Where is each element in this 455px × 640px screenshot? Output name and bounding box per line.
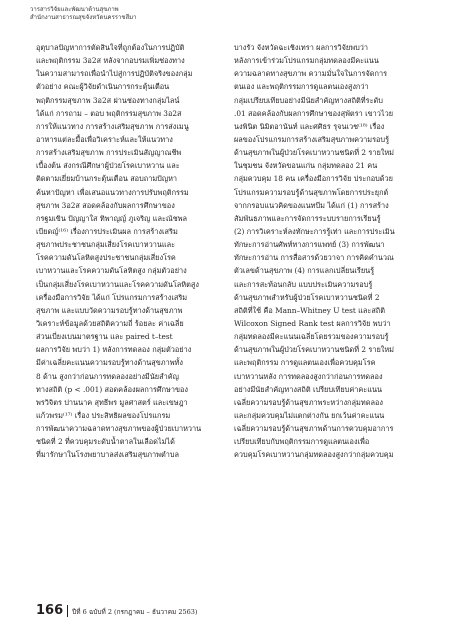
footer-divider bbox=[67, 605, 68, 617]
text-line: ด้านสุขภาพในผู้ป่วยโรคเบาหวานชนิดที่ 2 รายใหม่ bbox=[234, 148, 395, 158]
text-line: ผลของโปรแกรมการสร้างเสริมสุขภาพความรอบรู้ bbox=[234, 134, 390, 144]
issue-info: ปีที่ 6 ฉบับที่ 2 (กรกฎาคม – ธันวาคม 2563) bbox=[72, 608, 198, 616]
text-line: หลังการเข้าร่วมโปรแกรมกลุ่มทดลองมีคะแนน bbox=[234, 56, 379, 66]
text-line: อาหารแต่ละมื้อเพื่อวิเคราะห์และให้แนวทาง bbox=[36, 134, 173, 144]
text-line: ค้นหาปัญหา เพื่อเสนอแนวทางการปรับพฤติกรรม bbox=[36, 187, 189, 197]
text-line: อุตุบาลปัญหาการตัดสินใจที่ถูกต้องในการปฏิบัติ bbox=[36, 43, 185, 52]
text-line: เบาหวานหลัง การทดลองสูงกว่าก่อนการทดลอง bbox=[234, 371, 383, 381]
text-line: สุขภาพประชาชนกลุ่มเสี่ยงโรคเบาหวานและ bbox=[36, 240, 176, 250]
text-line: Wilcoxon Signed Rank test ผลการวิจัย พบว่า bbox=[234, 318, 391, 328]
text-line: การให้แนวทาง การสร้างเสริมสุขภาพ การส่งเมนู bbox=[36, 121, 189, 131]
text-line: สุขภาพ และแบบวัดความรอบรู้ทางด้านสุขภาพ bbox=[36, 305, 183, 315]
text-line: และการสะท้อนกลับ แบบประเมินความรอบรู้ bbox=[234, 279, 373, 289]
page-footer bbox=[36, 603, 197, 618]
text-line: บางรัว จังหวัดฉะเชิงเทรา ผลการวิจัยพบว่า bbox=[234, 43, 368, 52]
text-line: ควบคุมโรคเบาหวานกลุ่มทดลองสูงกว่ากลุ่มควบคุม bbox=[234, 450, 394, 460]
text-line: แก้วพรม⁽¹⁷⁾ เรื่อง ประสิทธิผลของโปรแกรม bbox=[36, 410, 171, 420]
text-line: นงพินิต นิมิตอานันท์ และศศิธร รุจนเวช⁽¹⁸⁾ เรื่อง bbox=[234, 121, 385, 131]
running-head bbox=[30, 6, 136, 22]
text-line: ที่มารักษาในโรงพยาบาลส่งเสริมสุขภาพตำบล bbox=[36, 450, 180, 460]
text-line: ตัวเลขด้านสุขภาพ (4) การแลกเปลี่ยนเรียนรู้ bbox=[234, 266, 375, 276]
text-line: ทักษะการอ่านศัพท์ทางการแพทย์ (3) การพัฒนา bbox=[234, 240, 385, 250]
text-line: ทางสถิติ (p < .001) สอดคล้องผลการศึกษาของ bbox=[36, 384, 188, 394]
text-line: ด้านสุขภาพในผู้ป่วยโรคเบาหวานชนิดที่ 2 รายใหม่ bbox=[234, 345, 395, 355]
text-line: ในชุมชน จังหวัดขอนแก่น กลุ่มทดลอง 21 คน bbox=[234, 161, 378, 171]
text-line: วิเคราะห์ข้อมูลด้วยสถิติความถี่ ร้อยละ ค่าเฉลี่ย bbox=[36, 318, 184, 328]
text-line: เฉลี่ยความรอบรู้ด้านสุขภาพด้านการควบคุมอาการ bbox=[234, 424, 394, 434]
text-line: ส่วนเบี่ยงเบนมาตรฐาน และ paired t–test bbox=[36, 332, 173, 342]
text-line: 8 ด้าน สูงกว่าก่อนการทดลองอย่างมีนัยสำคัญ bbox=[36, 371, 179, 381]
text-line: จากกรอบแนวคิดของแนทบีม ได้แก่ (1) การสร้าง bbox=[234, 200, 389, 210]
text-line: และพฤติกรรม 3อ2ส หลังจากอบรมเพิ่มช่องทาง bbox=[36, 56, 185, 66]
text-line: มีค่าเฉลี่ยคะแนนความรอบรู้ทางด้านสุขภาพทั้ง bbox=[36, 358, 183, 368]
text-line: เบาหวานและโรคความดันโลหิตสูง กลุ่มตัวอย่าง bbox=[36, 266, 187, 276]
text-line: เป็นกลุ่มเสี่ยงโรคเบาหวานและโรคความดันโลหิตสูง bbox=[36, 279, 199, 289]
text-line: สุขภาพ 3อ2ส สอดคล้องกับผลการศึกษาของ bbox=[36, 200, 175, 210]
text-line: โปรแกรมความรอบรู้ด้านสุขภาพโดยการประยุกต์ bbox=[234, 187, 389, 197]
text-line: พฤติกรรมสุขภาพ 3อ2ส ผ่านช่องทางกลุ่มไลน์ bbox=[36, 95, 180, 105]
text-line: ความฉลาดทางสุขภาพ ความมั่นใจในการจัดการ bbox=[234, 69, 388, 79]
text-line: และกลุ่มควบคุมไม่แตกต่างกัน ยกเว้นค่าคะแนน bbox=[234, 410, 385, 420]
text-line: เฉลี่ยความรอบรู้ด้านสุขภาพระหว่างกลุ่มทดลอง bbox=[234, 397, 383, 407]
text-line: และพฤติกรรม การดูแลตนเองเพื่อควบคุมโรค bbox=[234, 358, 376, 368]
text-line: กรฐมเขิน ปัญญาใส ทิพาญญ์ ภูเจริญ และณัชพล bbox=[36, 213, 188, 223]
text-line: ตนเอง และพฤติกรรมการดูแลตนเองสูงกว่า bbox=[234, 82, 369, 92]
text-line: พรวิจิตร ปานนาค สุทธีพร มูลศาสตร์ และเขษฎา bbox=[36, 397, 188, 407]
text-line: ตัวอย่าง คณะผู้วิจัยดำเนินการกระตุ้นเตือน bbox=[36, 82, 170, 92]
text-line: ในความสามารถเพื่อนำไปสู่การปฏิบัติจริงของกลุ่ม bbox=[36, 69, 193, 79]
text-line: สัมพันธภาพและการจัดการระบบรายการเรียนรู้ bbox=[234, 213, 381, 223]
text-line: ทักษะการอ่าน การสื่อสารด้วยวาจา การคิดคำนวณ bbox=[234, 253, 394, 263]
text-line: กลุ่มควบคุม 18 คน เครื่องมือการวิจัย ประกอบด้วย bbox=[234, 174, 393, 184]
page-number: 166 bbox=[36, 603, 64, 618]
journal-publisher: สำนักงานสาธารณสุขจังหวัดนครราชสีมา bbox=[30, 14, 137, 21]
text-line: ชนิดที่ 2 ที่ควบคุมระดับน้ำตาลในเลือดไม่ได้ bbox=[36, 437, 175, 447]
text-line: ผลการวิจัย พบว่า 1) หลังการทดลอง กลุ่มตัวอย่าง bbox=[36, 345, 192, 355]
text-line: ด้านสุขภาพสำหรับผู้ป่วยโรคเบาหวานชนิดที่ 2 bbox=[234, 292, 380, 302]
text-line: ติดตามเยี่ยมบ้านกระตุ้นเตือน สอบถามปัญหา bbox=[36, 174, 178, 184]
text-line: กลุ่มเปรียบเทียบอย่างมีนัยสำคัญทางสถิติที่ระดับ bbox=[234, 95, 383, 105]
text-line: การสร้างเสริมสุขภาพ การประเมินสัญญาณชีพ bbox=[36, 148, 182, 158]
text-line: กลุ่มทดลองมีคะแนนเฉลี่ยโดยรวมของความรอบรู้ bbox=[234, 332, 389, 342]
text-line: เบื้องต้น ส่งกรณีศึกษาผู้ป่วยโรคเบาหวาน และ bbox=[36, 161, 180, 171]
right-text-column bbox=[234, 41, 422, 462]
text-line: .01 สอดคล้องกับผลการศึกษาของสุพัตรา เขาวไวย bbox=[234, 108, 393, 118]
text-line: เครื่องมือการวิจัย ได้แก่ โปรแกรมการสร้างเสริม bbox=[36, 292, 188, 302]
text-line: โรคความดันโลหิตสูงประชาชนกลุ่มเสี่ยงโรค bbox=[36, 253, 176, 263]
text-line: (2) การวิเคราะห์ลงทักษะการรู้เท่า และการประเมิน bbox=[234, 226, 395, 236]
text-line: เบียดญ์⁽¹⁶⁾ เรื่องการประเมินผล การสร้างเสริม bbox=[36, 226, 178, 236]
text-line: สถิติที่ใช้ คือ Mann–Whitney U test และสถิติ bbox=[234, 305, 386, 315]
journal-title: วารสารวิจัยและพัฒนาด้านสุขภาพ bbox=[30, 6, 119, 13]
text-line: การพัฒนาความฉลาดทางสุขภาพของผู้ป่วยเบาหวาน bbox=[36, 424, 202, 434]
text-line: เปรียบเทียบกับพฤติกรรมการดูแลตนเองเพื่อ bbox=[234, 437, 370, 447]
text-line: ได้แก่ การถาม – ตอบ พฤติกรรมสุขภาพ 3อ2ส bbox=[36, 108, 182, 118]
text-line: อย่างมีนัยสำคัญทางสถิติ เปรียบเทียบค่าคะแนน bbox=[234, 384, 383, 394]
left-text-column bbox=[36, 41, 224, 462]
